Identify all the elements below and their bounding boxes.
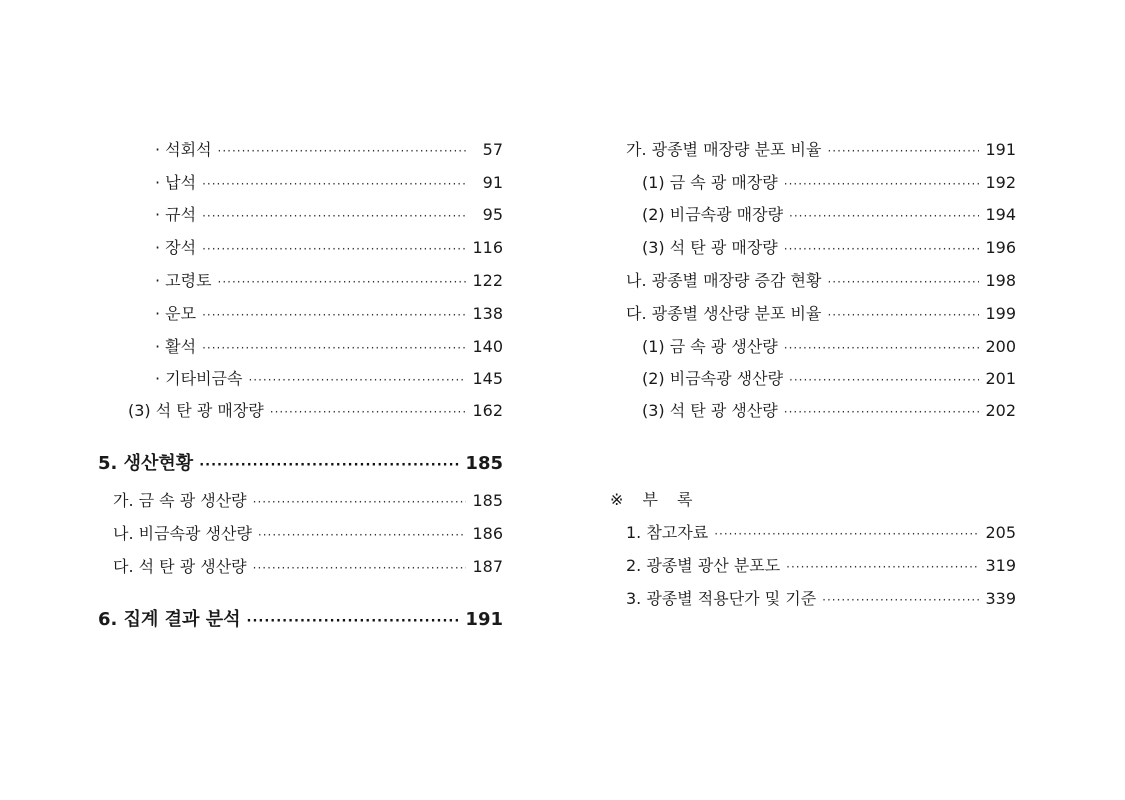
toc-entry-page: 138 bbox=[472, 304, 503, 323]
dot-leader bbox=[202, 338, 466, 358]
toc-entry-label: · 기타비금속 bbox=[155, 369, 243, 388]
toc-entry[interactable] bbox=[113, 524, 503, 545]
toc-section-page: 185 bbox=[465, 453, 503, 474]
toc-entry-page: 122 bbox=[472, 271, 503, 290]
toc-entry[interactable] bbox=[155, 271, 503, 292]
dot-leader bbox=[218, 141, 467, 161]
toc-entry-page: 319 bbox=[985, 556, 1016, 575]
toc-entry-page: 194 bbox=[985, 205, 1016, 224]
toc-section-6[interactable] bbox=[98, 608, 503, 634]
toc-entry[interactable] bbox=[626, 556, 1016, 577]
toc-entry-label: (1) 금 속 광 생산량 bbox=[642, 337, 778, 356]
dot-leader bbox=[784, 338, 980, 358]
toc-entry-label: · 규석 bbox=[155, 205, 197, 224]
toc-entry-page: 191 bbox=[985, 140, 1016, 159]
dot-leader bbox=[202, 305, 466, 325]
toc-entry-page: 91 bbox=[482, 173, 503, 192]
toc-entry-page: 200 bbox=[985, 337, 1016, 356]
dot-leader bbox=[258, 525, 467, 545]
toc-entry-label: · 장석 bbox=[155, 238, 197, 257]
dot-leader bbox=[789, 370, 979, 390]
dot-leader bbox=[827, 305, 979, 325]
toc-entry[interactable] bbox=[155, 205, 503, 226]
toc-entry-label: (2) 비금속광 생산량 bbox=[642, 369, 784, 388]
toc-entry[interactable] bbox=[155, 369, 503, 390]
toc-entry-label: (2) 비금속광 매장량 bbox=[642, 205, 784, 224]
toc-entry-page: 116 bbox=[472, 238, 503, 257]
toc-section-5[interactable] bbox=[98, 452, 503, 478]
dot-leader bbox=[784, 239, 980, 259]
toc-entry[interactable] bbox=[155, 304, 503, 325]
toc-entry-page: 186 bbox=[472, 524, 503, 543]
toc-entry-label: (3) 석 탄 광 매장량 bbox=[642, 238, 778, 257]
toc-entry[interactable] bbox=[155, 173, 503, 194]
toc-entry-label: · 운모 bbox=[155, 304, 197, 323]
toc-entry-label: 가. 금 속 광 생산량 bbox=[113, 491, 247, 510]
toc-entry-label: 나. 광종별 매장량 증감 현황 bbox=[626, 271, 822, 290]
dot-leader bbox=[784, 174, 980, 194]
toc-entry[interactable] bbox=[626, 304, 1016, 325]
dot-leader bbox=[247, 610, 460, 634]
toc-entry[interactable] bbox=[155, 238, 503, 259]
toc-entry[interactable] bbox=[642, 238, 1016, 259]
dot-leader bbox=[270, 402, 467, 422]
toc-entry[interactable] bbox=[155, 140, 503, 161]
toc-entry-page: 185 bbox=[472, 491, 503, 510]
toc-entry-label: 가. 광종별 매장량 분포 비율 bbox=[626, 140, 822, 159]
dot-leader bbox=[253, 492, 467, 512]
dot-leader bbox=[789, 206, 979, 226]
toc-entry-page: 199 bbox=[985, 304, 1016, 323]
toc-entry-page: 162 bbox=[472, 401, 503, 420]
appendix-heading: ※ 부 록 bbox=[610, 490, 693, 509]
toc-entry-label: (1) 금 속 광 매장량 bbox=[642, 173, 778, 192]
toc-entry-label: 2. 광종별 광산 분포도 bbox=[626, 556, 781, 575]
dot-leader bbox=[827, 272, 979, 292]
toc-entry-page: 187 bbox=[472, 557, 503, 576]
toc-entry[interactable] bbox=[626, 523, 1016, 544]
toc-entry[interactable] bbox=[626, 140, 1016, 161]
toc-section-label: 5. 생산현황 bbox=[98, 453, 194, 474]
toc-entry-label: (3) 석 탄 광 매장량 bbox=[128, 401, 264, 420]
toc-entry-page: 57 bbox=[482, 140, 503, 159]
toc-entry[interactable] bbox=[642, 337, 1016, 358]
toc-entry[interactable] bbox=[113, 491, 503, 512]
dot-leader bbox=[784, 402, 980, 422]
dot-leader bbox=[202, 174, 467, 194]
toc-entry[interactable] bbox=[642, 401, 1016, 422]
toc-entry-label: 다. 석 탄 광 생산량 bbox=[113, 557, 247, 576]
toc-section-page: 191 bbox=[465, 609, 503, 630]
toc-entry-label: 1. 참고자료 bbox=[626, 523, 709, 542]
toc-entry-page: 95 bbox=[482, 205, 503, 224]
toc-entry-label: · 활석 bbox=[155, 337, 197, 356]
toc-entry-page: 202 bbox=[985, 401, 1016, 420]
toc-entry-page: 198 bbox=[985, 271, 1016, 290]
toc-entry[interactable] bbox=[155, 337, 503, 358]
dot-leader bbox=[822, 590, 979, 610]
dot-leader bbox=[248, 370, 466, 390]
toc-entry-page: 196 bbox=[985, 238, 1016, 257]
dot-leader bbox=[786, 557, 979, 577]
dot-leader bbox=[202, 206, 467, 226]
toc-entry-page: 192 bbox=[985, 173, 1016, 192]
dot-leader bbox=[202, 239, 466, 259]
dot-leader bbox=[714, 524, 979, 544]
toc-entry[interactable] bbox=[642, 173, 1016, 194]
toc-entry-label: 3. 광종별 적용단가 및 기준 bbox=[626, 589, 817, 608]
toc-entry-label: · 고령토 bbox=[155, 271, 212, 290]
toc-entry[interactable] bbox=[626, 589, 1016, 610]
dot-leader bbox=[218, 272, 467, 292]
toc-entry-label: · 석회석 bbox=[155, 140, 212, 159]
toc-entry-label: 다. 광종별 생산량 분포 비율 bbox=[626, 304, 822, 323]
toc-entry-page: 201 bbox=[985, 369, 1016, 388]
toc-entry[interactable] bbox=[642, 205, 1016, 226]
toc-entry-label: 나. 비금속광 생산량 bbox=[113, 524, 252, 543]
toc-entry-label: (3) 석 탄 광 생산량 bbox=[642, 401, 778, 420]
toc-entry[interactable] bbox=[128, 401, 503, 422]
toc-entry-page: 205 bbox=[985, 523, 1016, 542]
toc-entry-page: 339 bbox=[985, 589, 1016, 608]
toc-entry-label: · 납석 bbox=[155, 173, 197, 192]
toc-section-label: 6. 집계 결과 분석 bbox=[98, 609, 241, 630]
toc-entry[interactable] bbox=[626, 271, 1016, 292]
dot-leader bbox=[827, 141, 979, 161]
dot-leader bbox=[199, 454, 459, 478]
toc-entry[interactable] bbox=[642, 369, 1016, 390]
toc-entry[interactable] bbox=[113, 557, 503, 578]
toc-entry-page: 145 bbox=[472, 369, 503, 388]
dot-leader bbox=[253, 558, 467, 578]
toc-entry-page: 140 bbox=[472, 337, 503, 356]
